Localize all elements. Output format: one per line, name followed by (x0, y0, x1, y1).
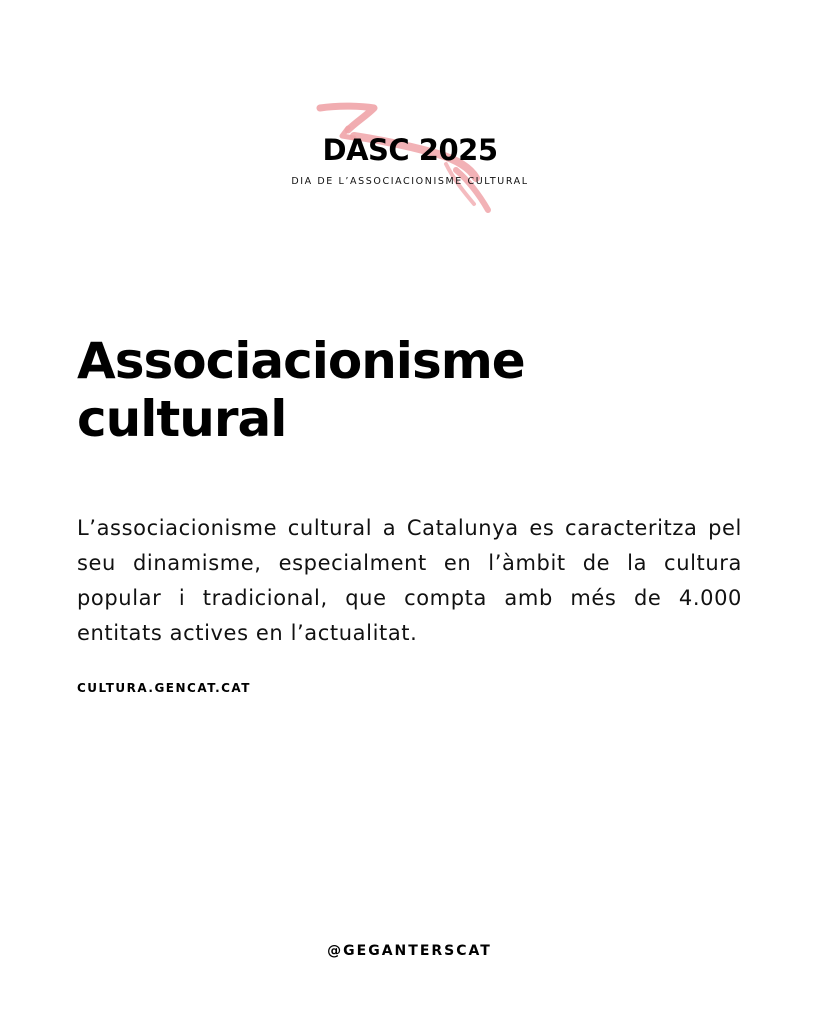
logo-subtitle: DIA DE L’ASSOCIACIONISME CULTURAL (291, 176, 529, 187)
social-handle: @GEGANTERSCAT (327, 943, 492, 959)
source-label: CULTURA.GENCAT.CAT (77, 681, 251, 695)
article-body: L’associacionisme cultural a Catalunya es caracteritza pel seu dinamisme, especialment en l’àmbit de la cultura popular i tradicional, que compta amb més de 4.000 entitats actives en l’actualitat. (77, 516, 742, 645)
logo-title: DASC 2025 (322, 133, 498, 167)
article-heading: Associacionisme cultural (77, 332, 525, 448)
dasc-logo (270, 100, 550, 216)
